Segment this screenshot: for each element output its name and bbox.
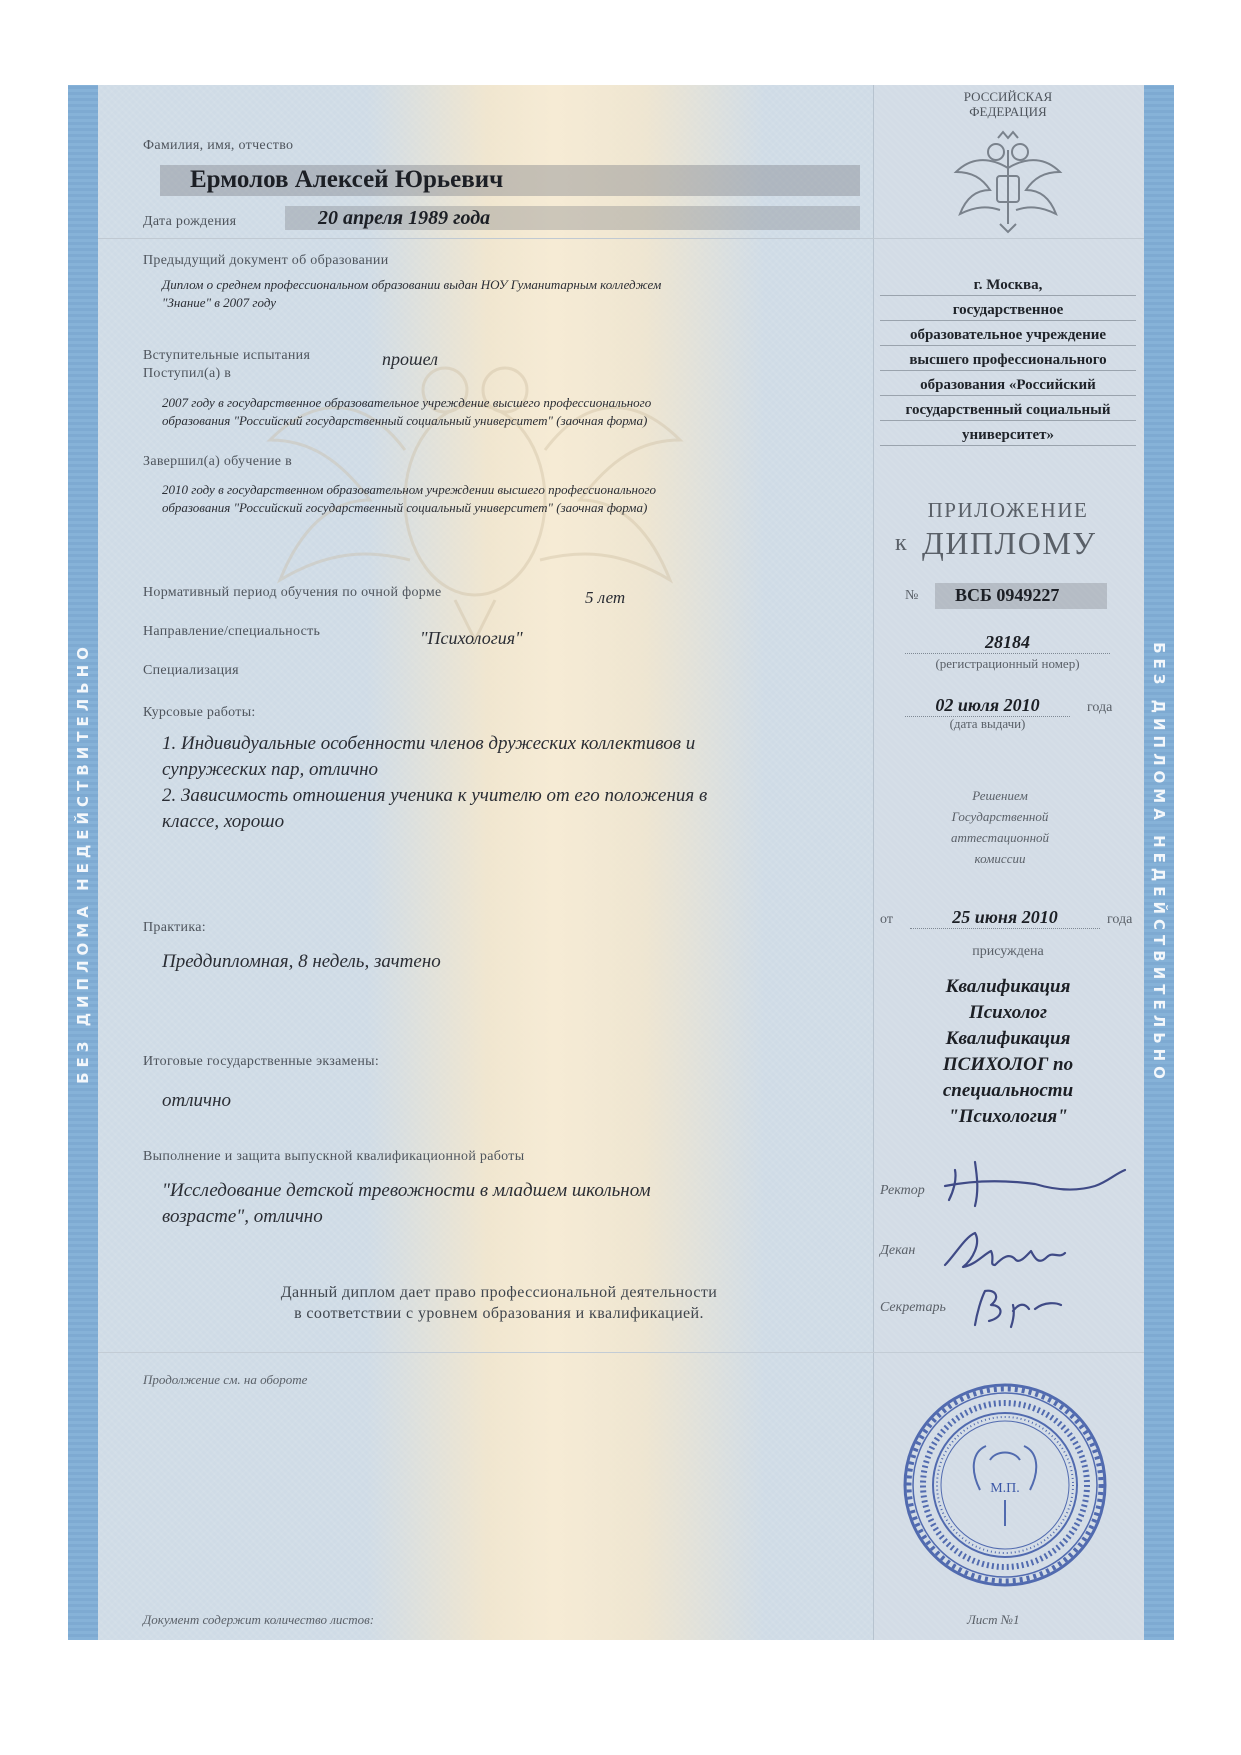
practice-label: Практика: [143,920,206,935]
specialty-label: Направление/специальность [143,624,321,639]
band-text-right: БЕЗ ДИПЛОМА НЕДЕЙСТВИТЕЛЬНО [1150,641,1169,1084]
country-header [920,89,1096,119]
coat-of-arms-icon [948,128,1068,236]
country-line2: ФЕДЕРАЦИЯ [969,104,1047,119]
specialty-value: "Психология" [420,628,523,648]
exams-value: отлично [162,1090,231,1111]
qualification-line-5: специальности [942,1080,1074,1101]
institution-line-1: г. Москва, [880,277,1136,296]
coursework-line3: 2. Зависимость отношения ученика к учителю от его положения в [162,785,708,806]
thesis-label: Выполнение и защита выпускной квалификационной работы [143,1149,525,1164]
appendix-title: ПРИЛОЖЕНИЕ [927,498,1089,522]
coursework-line2: супружеских пар, отлично [162,759,379,780]
institution-line-5: образования «Российский [880,377,1136,396]
institution-line-6: государственный социальный [880,402,1136,421]
official-stamp [900,1380,1110,1590]
prev-doc-label: Предыдущий документ об образовании [143,253,389,268]
practice-value: Преддипломная, 8 недель, зачтено [162,951,441,972]
number-sign: № [905,588,919,603]
finished-line1: 2010 году в государственном образовательном учреждении высшего профессионального [162,482,657,497]
period-label: Нормативный период обучения по очной форме [143,585,442,600]
coursework-line4: классе, хорошо [162,811,285,832]
sheet-number: Лист №1 [967,1612,1020,1627]
institution-line-2: государственное [880,302,1136,321]
entrance-label: Вступительные испытания [143,348,311,363]
dob-value: 20 апреля 1989 года [318,207,491,229]
reg-number: 28184 [905,632,1110,654]
decision-line-3: аттестационной [950,830,1050,845]
period-value: 5 лет [585,588,626,607]
rights-line1: Данный диплом дает право профессиональной деятельности [280,1284,718,1301]
coursework-label: Курсовые работы: [143,705,256,720]
institution-line-3: образовательное учреждение [880,327,1136,346]
from-word: от [880,912,893,927]
rights-line2: в соответствии с уровнем образования и квалификацией. [294,1305,704,1322]
secretary-label: Секретарь [880,1300,946,1315]
qualification-block [880,974,1136,1130]
qualification-line-2: Психолог [968,1002,1048,1023]
fio-label: Фамилия, имя, отчество [143,138,294,153]
stamp-center-text: М.П. [990,1481,1020,1496]
thesis-line1: "Исследование детской тревожности в младшем школьном [162,1180,651,1201]
prev-doc-line1: Диплом о среднем профессиональном образовании выдан НОУ Гуманитарным колледжем [162,277,662,292]
awarded-word: присуждена [972,944,1044,959]
decision-line-2: Государственной [951,809,1049,824]
decision-block [905,785,1095,869]
issue-caption: (дата выдачи) [949,716,1026,731]
reg-caption: (регистрационный номер) [935,656,1080,671]
right-security-band [1144,85,1174,1640]
dean-label: Декан [880,1243,916,1258]
enrolled-label: Поступил(а) в [143,366,232,381]
header-divider [98,238,873,239]
band-text-left: БЕЗ ДИПЛОМА НЕДЕЙСТВИТЕЛЬНО [74,641,93,1084]
finished-line2: образования "Российский государственный социальный университет" (заочная форма) [162,500,648,515]
sheets-count-label: Документ содержит количество листов: [143,1612,375,1627]
coursework-line1: 1. Индивидуальные особенности членов дружеских коллективов и [162,733,696,754]
full-name: Ермолов Алексей Юрьевич [190,166,504,193]
institution-line-4: высшего профессионального [880,352,1136,371]
qualification-line-3: Квалификация [945,1028,1071,1049]
continued-note: Продолжение см. на обороте [143,1372,308,1387]
enrolled-line1: 2007 году в государственное образовательное учреждение высшего профессионального [162,395,652,410]
rector-label: Ректор [880,1183,925,1198]
dean-signature [935,1225,1085,1280]
decision-line-1: Решением [972,788,1028,803]
secretary-signature [965,1283,1075,1333]
diploma-number: ВСБ 0949227 [955,585,1060,605]
country-line1: РОССИЙСКАЯ [963,89,1053,104]
rector-signature [935,1150,1135,1210]
issue-date: 02 июля 2010 [905,695,1070,717]
entrance-value: прошел [382,349,438,369]
decision-year-word: года [1107,912,1133,927]
appendix-word: ДИПЛОМУ [922,525,1097,561]
qualification-line-1: Квалификация [945,976,1071,997]
exams-label: Итоговые государственные экзамены: [143,1054,380,1069]
footer-divider [98,1352,1144,1353]
decision-line-4: комиссии [974,851,1026,866]
enrolled-line2: образования "Российский государственный социальный университет" (заочная форма) [162,413,648,428]
issue-year-word: года [1087,700,1113,715]
qualification-line-6: "Психология" [948,1106,1068,1127]
finished-label: Завершил(а) обучение в [143,454,293,469]
specialization-label: Специализация [143,663,239,678]
qualification-line-4: ПСИХОЛОГ по [942,1054,1074,1075]
left-security-band [68,85,98,1640]
institution-line-7: университет» [880,427,1136,446]
right-header-divider [873,238,1144,239]
thesis-line2: возрасте", отлично [162,1206,323,1227]
decision-date: 25 июня 2010 [910,907,1100,929]
appendix-prefix: к [895,530,907,556]
prev-doc-line2: "Знание" в 2007 году [162,295,276,310]
dob-label: Дата рождения [143,214,237,229]
